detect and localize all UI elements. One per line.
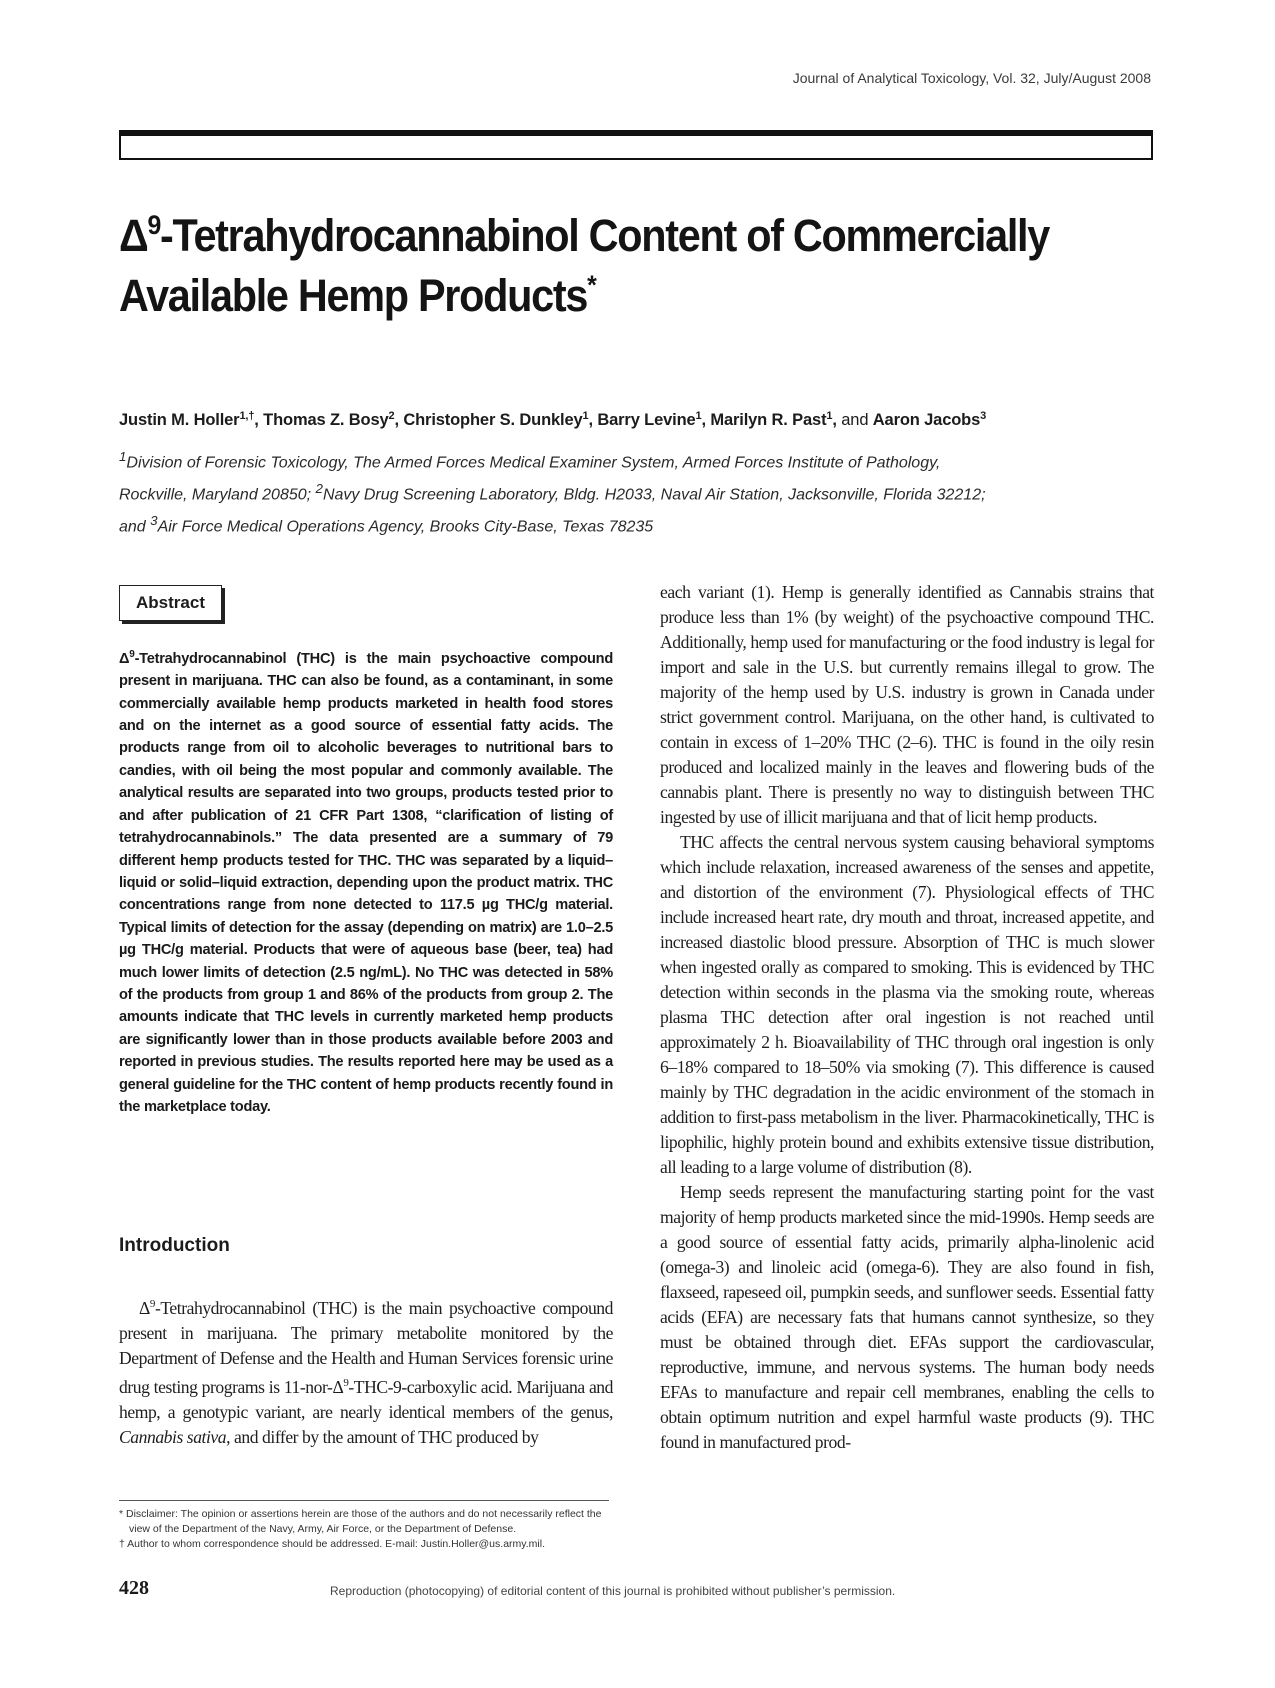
journal-citation: Journal of Analytical Toxicology, Vol. 32, July/August 2008 xyxy=(792,70,1151,86)
title-asterisk: * xyxy=(587,270,596,300)
affiliation-mark: 2 xyxy=(315,480,323,496)
footnotes xyxy=(119,1507,609,1552)
abstract-delta: Δ xyxy=(119,650,130,667)
affiliation-text: Division of Forensic Toxicology, The Armed Forces Medical Examiner System, Armed Forces Institute of Pathology, Rockville, Maryland 20850; xyxy=(119,454,941,504)
page-number: 428 xyxy=(119,1577,149,1599)
body-paragraph: THC affects the central nervous system causing behavioral symptoms which include relaxation, increased awareness of the senses and appetite, and distortion of the environment (7). Physiological effects of THC include increased heart rate, dry mouth and throat, increased appetite, and increased diastolic blood pressure. Absorption of THC is much slower when ingested orally as compared to smoking. This is evidenced by THC detection within seconds in the plasma via the smoking route, whereas plasma THC detection after oral ingestion is not reached until approximately 2 h. Bioavailability of THC through oral ingestion is only 6–18% compared to 18–50% via smoking (7). This difference is caused mainly by THC degradation in the acidic environment of the stomach in addition to first-pass metabolism in the liver. Pharmacokinetically, THC is lipophilic, highly protein bound and exhibits extensive tissue distribution, all leading to a large volume of distribution (8). xyxy=(660,832,1154,1177)
author-separator: , xyxy=(588,411,598,429)
title-line1: -Tetrahydrocannabinol Content of Commercially xyxy=(160,210,1050,261)
right-column-body xyxy=(660,580,1154,1455)
abstract-body xyxy=(119,644,613,1118)
author-list xyxy=(119,411,1159,430)
article-title xyxy=(119,206,1076,326)
author-separator: , xyxy=(701,411,711,429)
author-name: Thomas Z. Bosy xyxy=(263,411,389,429)
title-banner-box xyxy=(119,130,1153,160)
intro-delta-superscript: 9 xyxy=(149,1298,155,1310)
abstract-label: Abstract xyxy=(119,585,222,621)
title-delta: Δ xyxy=(119,210,148,261)
author-separator: , xyxy=(254,411,264,429)
author-name: Aaron Jacobs xyxy=(872,411,981,429)
author-affiliation-mark: 1 xyxy=(826,410,833,422)
footnote-correspondence: † Author to whom correspondence should be addressed. E-mail: Justin.Holler@us.army.mil. xyxy=(119,1538,545,1550)
intro-text-b: -THC-9-carboxylic acid. Marijuana and hemp, a genotypic variant, are nearly identical members of the genus, xyxy=(119,1376,613,1422)
affiliation-text: Air Force Medical Operations Agency, Brooks City-Base, Texas 78235 xyxy=(157,517,654,535)
intro-text-a: -Tetrahydrocannabinol (THC) is the main psychoactive compound present in marijuana. The primary metabolite monitored by the Department of Defense and the Health and Human Services forensic urine drug testing programs is 11-nor-Δ xyxy=(119,1297,613,1397)
body-paragraph: Hemp seeds represent the manufacturing starting point for the vast majority of hemp products marketed since the mid-1990s. Hemp seeds are a good source of essential fatty acids, primarily alpha-linolenic acid (omega-3) and linoleic acid (omega-6). They are also found in fish, flaxseed, rapeseed oil, pumpkin seeds, and sunflower seeds. Essential fatty acids (EFA) are necessary fats that humans cannot synthesize, so they must be obtained through diet. EFAs support the cardiovascular, reproductive, immune, and nervous systems. The human body needs EFAs to manufacture and repair cell membranes, enabling the cells to obtain optimum nutrition and expel harmful waste products (9). THC found in manufactured prod- xyxy=(660,1182,1154,1452)
author-name: Justin M. Holler xyxy=(119,411,240,429)
author-affiliation-mark: 1 xyxy=(695,410,702,422)
author-separator: , xyxy=(394,411,404,429)
affiliation-mark: 1 xyxy=(119,449,127,464)
author-affiliation-mark: 3 xyxy=(980,410,987,422)
author-name: Marilyn R. Past xyxy=(710,411,827,429)
abstract-paragraph xyxy=(119,644,613,1118)
footnote-disclaimer: * Disclaimer: The opinion or assertions herein are those of the authors and do not necessarily reflect the view of the Department of the Navy, Army, Air Force, or the Department of Defense. xyxy=(119,1508,602,1535)
intro-genus-italic: Cannabis sativa xyxy=(119,1426,227,1447)
affiliation-mark: 3 xyxy=(150,512,158,528)
author-affiliation-mark: 2 xyxy=(388,410,395,422)
intro-delta-superscript: 9 xyxy=(343,1376,349,1389)
affiliations xyxy=(119,444,1159,539)
abstract-text: -Tetrahydrocannabinol (THC) is the main psychoactive compound present in marijuana. THC can also be found, as a contaminant, in some commercially available hemp products marketed in health food stores and on the internet as a good source of essential fatty acids. The products range from oil to alcoholic beverages to nutritional bars to candies, with oil being the most popular and commonly available. The analytical results are separated into two groups, products tested prior to and after publication of 21 CFR Part 1308, “clarification of listing of tetrahydrocannabinols.” The data presented are a summary of 79 different hemp products tested for THC. THC was separated by a liquid–liquid or solid–liquid extraction, depending upon the product matrix. THC concentrations range from none detected to 117.5 µg THC/g material. Typical limits of detection for the assay (depending on matrix) are 1.0–2.5 µg THC/g material. Products that were of aqueous base (beer, tea) had much lower limits of detection (2.5 ng/mL). No THC was detected in 58% of the products from group 1 and 86% of the products from group 2. The amounts indicate that THC levels in currently marketed hemp products are significantly lower than in those products available before 2003 and reported in previous studies. The results reported here may be used as a general guideline for the THC content of hemp products recently found in the marketplace today. xyxy=(119,650,613,1115)
reproduction-notice: Reproduction (photocopying) of editorial content of this journal is prohibited without publisher’s permission. xyxy=(330,1584,896,1598)
title-delta-superscript: 9 xyxy=(147,210,161,240)
abstract-delta-superscript: 9 xyxy=(129,649,135,660)
author-name: Barry Levine xyxy=(597,411,696,429)
body-paragraph: each variant (1). Hemp is generally identified as Cannabis strains that produce less than 1% (by weight) of the psychoactive compound THC. Additionally, hemp used for manufacturing or the food industry is legal for import and sale in the U.S. but currently remains illegal to grow. The majority of the hemp used by U.S. industry is grown in Canada under strict government control. Marijuana, on the other hand, is cultivated to contain in excess of 1–20% THC (2–6). THC is found in the oily resin produced and localized mainly in the leaves and flowering buds of the cannabis plant. There is presently no way to distinguish between THC ingested by use of illicit marijuana and that of licit hemp products. xyxy=(660,582,1154,827)
title-line2: Available Hemp Products xyxy=(119,270,588,321)
author-affiliation-mark: 1 xyxy=(582,410,589,422)
intro-text-c: , and differ by the amount of THC produced by xyxy=(226,1426,539,1447)
intro-delta: Δ xyxy=(139,1297,150,1318)
author-and: and xyxy=(841,411,873,429)
introduction-body xyxy=(119,1292,613,1450)
introduction-paragraph xyxy=(119,1292,613,1450)
author-separator: , xyxy=(832,411,842,429)
section-heading-introduction: Introduction xyxy=(119,1235,230,1256)
author-affiliation-mark: 1,† xyxy=(239,410,255,422)
affiliation-text: Navy Drug Screening Laboratory, Bldg. H2033, Naval Air Station, Jacksonville, Florida 32212; and xyxy=(119,486,986,535)
author-name: Christopher S. Dunkley xyxy=(403,411,583,429)
footnote-divider xyxy=(119,1500,609,1501)
